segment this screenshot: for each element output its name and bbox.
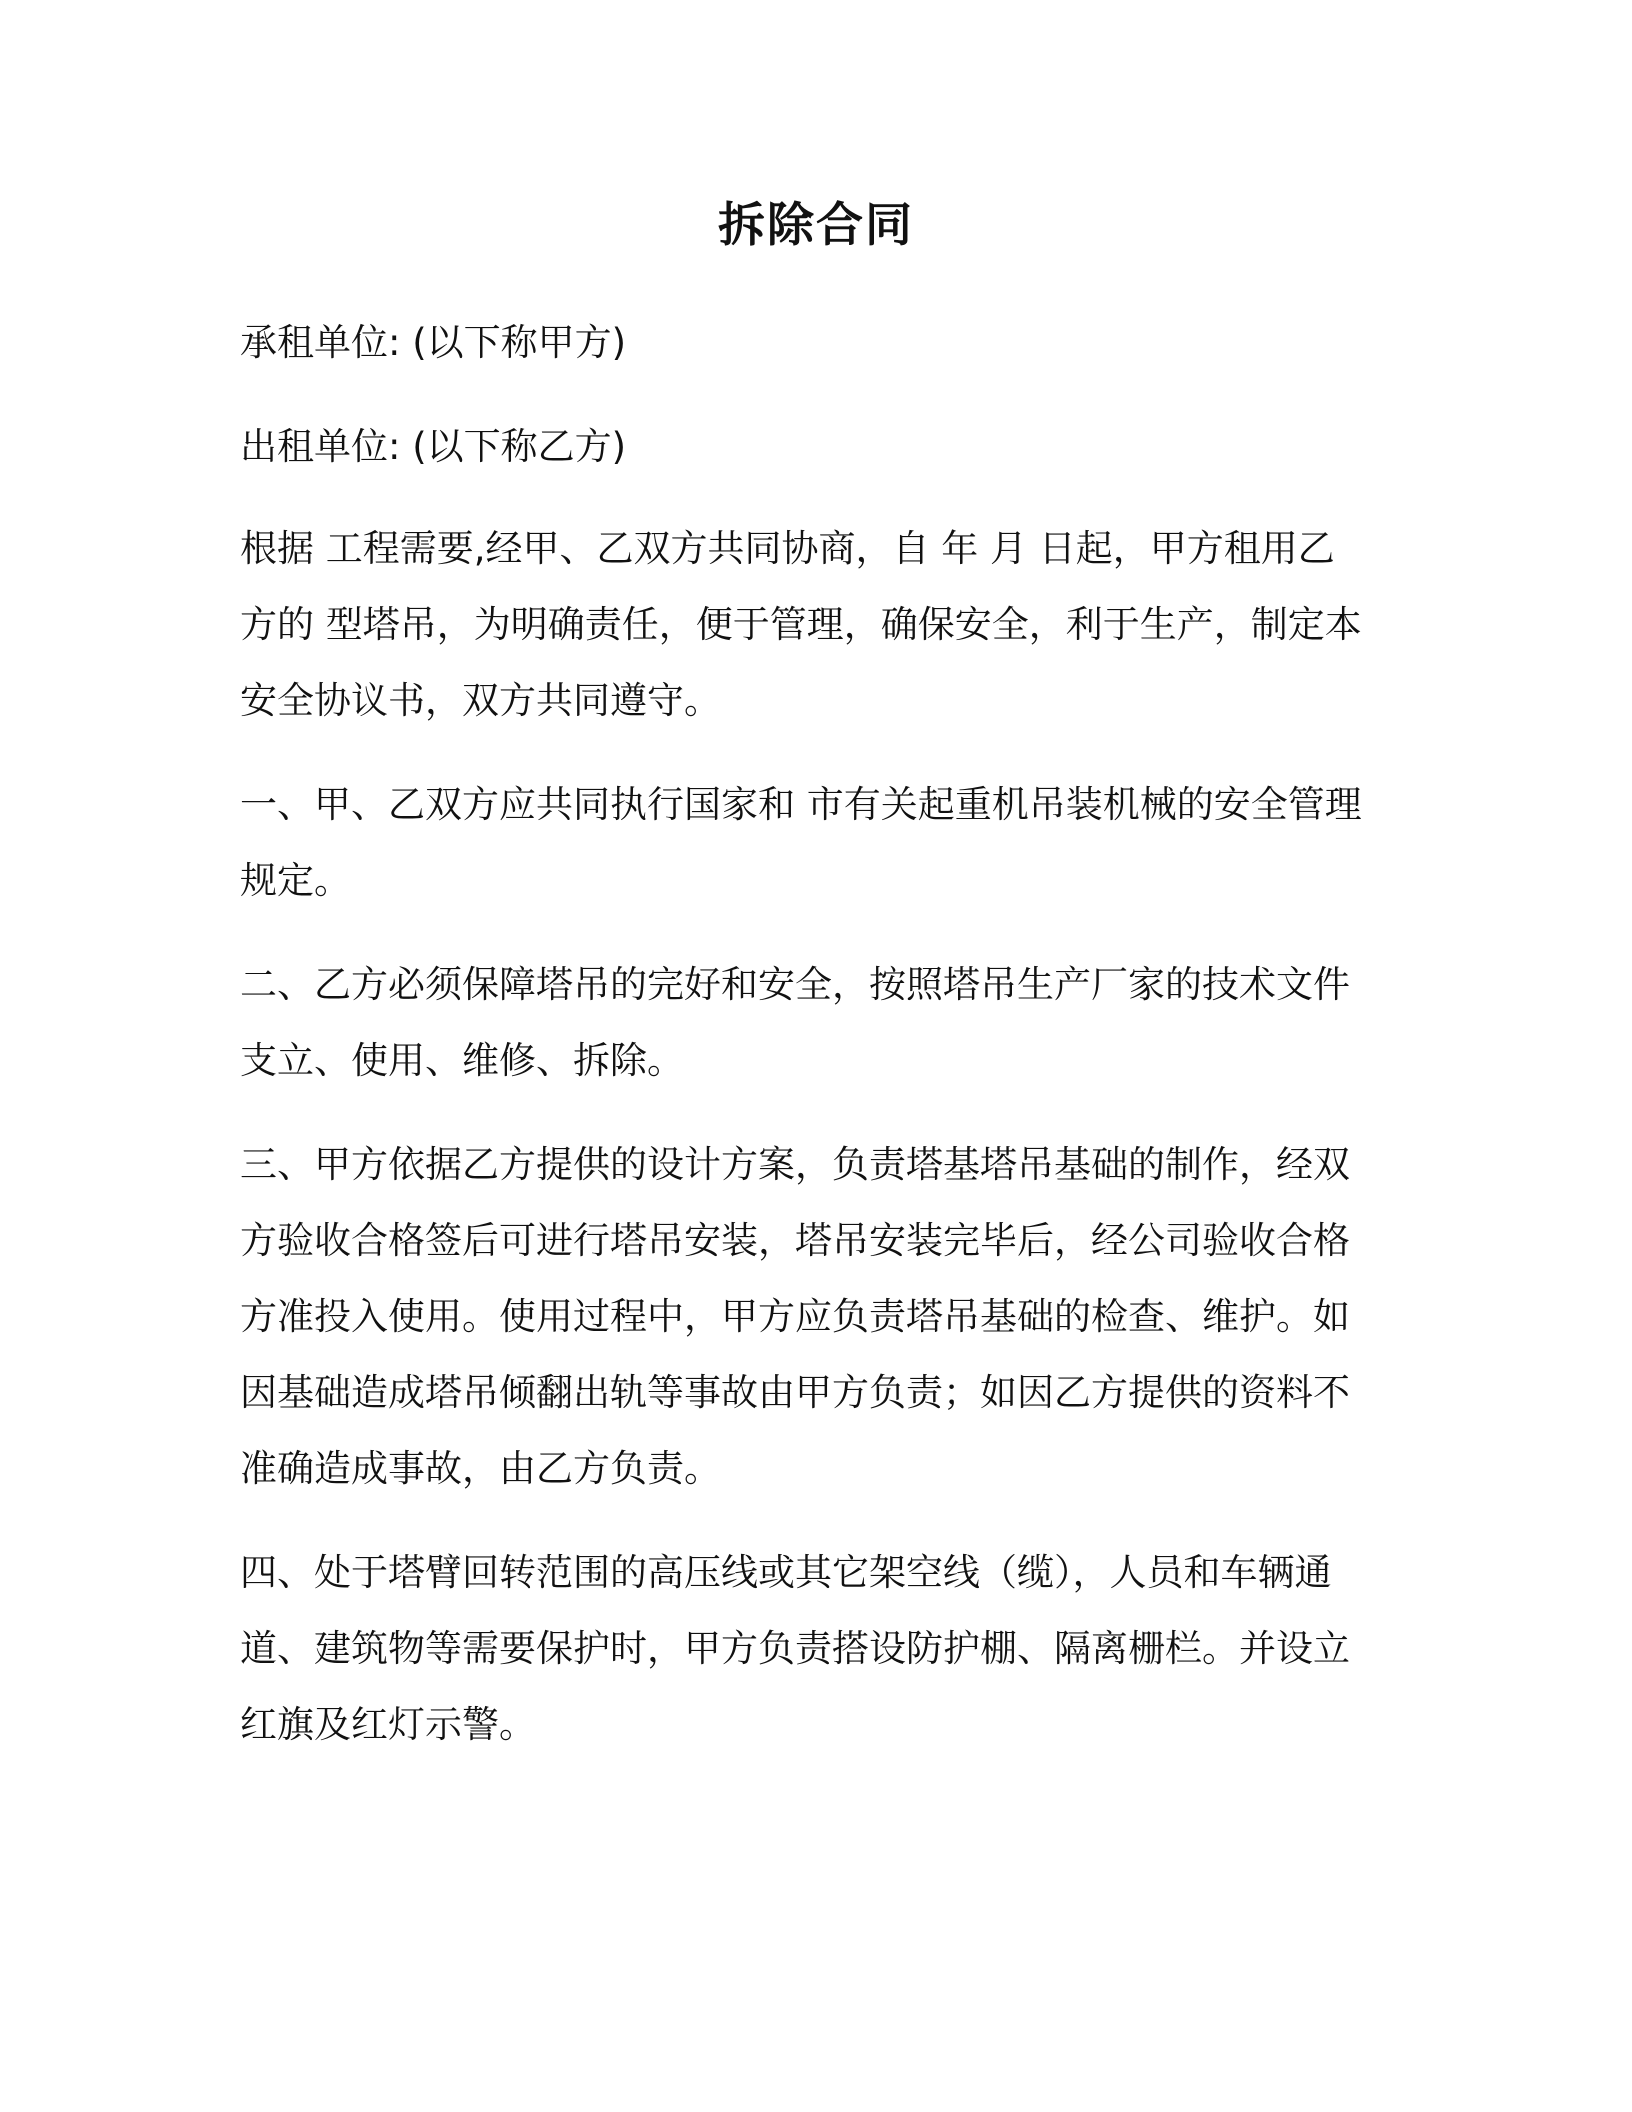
intro-line-1: 根据 工程需要,经甲、乙双方共同协商，自 年 月 日起，甲方租用乙	[240, 527, 1335, 570]
clause4-line-3: 红旗及红灯示警。	[240, 1703, 536, 1746]
clause3-line-3: 方准投入使用。使用过程中，甲方应负责塔吊基础的检查、维护。如	[240, 1295, 1350, 1338]
clause4-line-2: 道、建筑物等需要保护时，甲方负责搭设防护棚、隔离栅栏。并设立	[240, 1627, 1350, 1670]
document-title: 拆除合同	[718, 198, 914, 253]
clause3-line-4: 因基础造成塔吊倾翻出轨等事故由甲方负责；如因乙方提供的资料不	[240, 1371, 1350, 1414]
clause3-line-2: 方验收合格签后可进行塔吊安装，塔吊安装完毕后，经公司验收合格	[240, 1219, 1350, 1262]
clause2-line-1: 二、乙方必须保障塔吊的完好和安全，按照塔吊生产厂家的技术文件	[240, 963, 1350, 1006]
clause3-line-5: 准确造成事故，由乙方负责。	[240, 1447, 721, 1490]
clause1-line-1: 一、甲、乙双方应共同执行国家和 市有关起重机吊装机械的安全管理	[240, 783, 1362, 826]
lessee-line: 承租单位: (以下称甲方)	[240, 321, 627, 364]
clause1-line-2: 规定。	[240, 859, 351, 902]
clause2-line-2: 支立、使用、维修、拆除。	[240, 1039, 684, 1082]
intro-line-2: 方的 型塔吊，为明确责任，便于管理，确保安全，利于生产，制定本	[240, 603, 1362, 646]
intro-line-3: 安全协议书，双方共同遵守。	[240, 679, 721, 722]
clause4-line-1: 四、处于塔臂回转范围的高压线或其它架空线（缆），人员和车辆通	[240, 1551, 1332, 1594]
lessor-line: 出租单位: (以下称乙方)	[240, 425, 627, 468]
clause3-line-1: 三、甲方依据乙方提供的设计方案，负责塔基塔吊基础的制作，经双	[240, 1143, 1350, 1186]
